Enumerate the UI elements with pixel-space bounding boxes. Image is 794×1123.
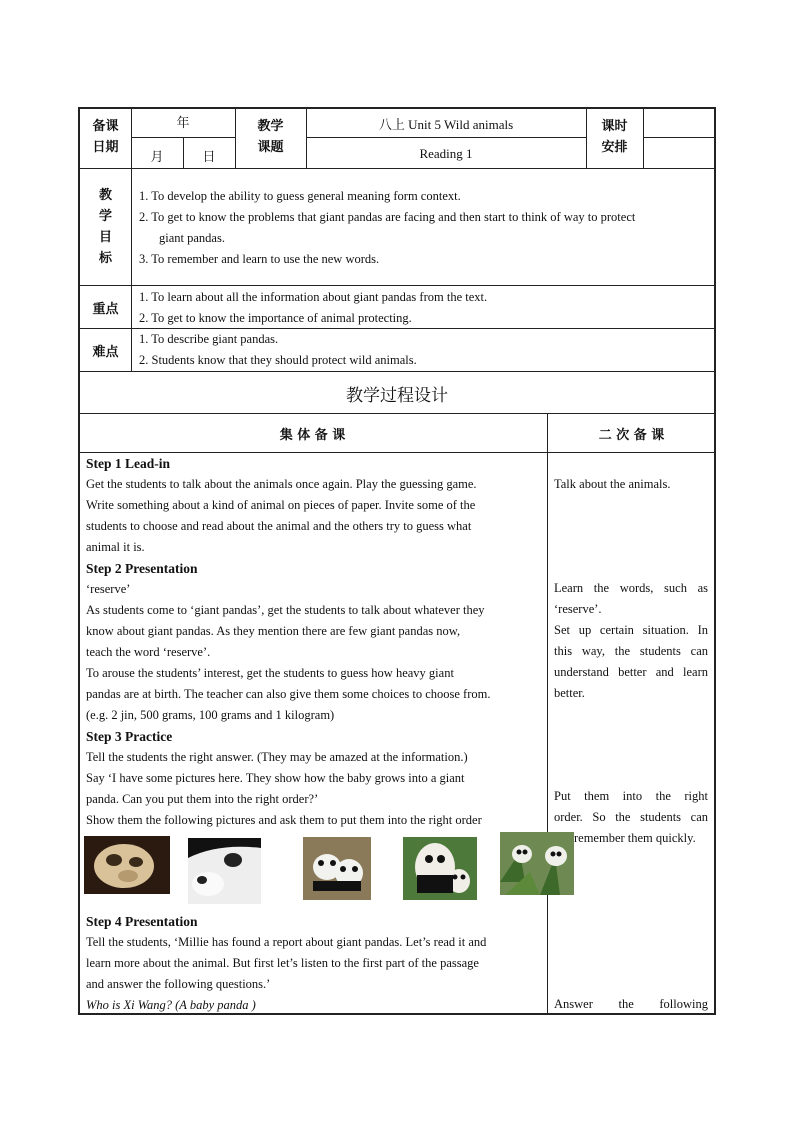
side-note-1: Talk about the animals. <box>554 477 671 491</box>
side-note-4: Answer the following <box>554 997 708 1011</box>
side-note-line: order. So the students can <box>554 810 708 824</box>
step1-line: students to choose and read about the animal and the others try to guess what <box>86 519 472 533</box>
step2-line: (e.g. 2 jin, 500 grams, 100 grams and 1 kilogram) <box>86 708 335 722</box>
step4-line: Tell the students, ‘Millie has found a report about giant pandas. Let’s read it and <box>86 935 487 949</box>
step2-line: know about giant pandas. As they mention there are few giant pandas now, <box>86 624 461 638</box>
step2-title: Step 2 Presentation <box>86 561 198 576</box>
side-note-line: Put them into the right <box>554 789 708 803</box>
side-note-line: better. <box>554 686 585 700</box>
divider <box>643 107 644 168</box>
step3-line: Show them the following pictures and ask them to put them into the right order <box>86 813 482 827</box>
collective-header: 集 体 备 课 <box>279 428 346 443</box>
divider <box>643 137 716 138</box>
side-note-line: ‘reserve’. <box>554 602 602 616</box>
objectives-label: 教 学 目 标 <box>98 188 112 266</box>
divider <box>306 137 586 138</box>
step2-line: As students come to ‘giant pandas’, get the students to talk about whatever they <box>86 603 485 617</box>
step3-line: Say ‘I have some pictures here. They show how the baby grows into a giant <box>86 771 465 785</box>
side-note-line: remember them quickly. <box>574 831 696 845</box>
side-note-3 <box>554 786 708 849</box>
step3-line: panda. Can you put them into the right order?’ <box>86 792 319 806</box>
side-note-line: understand better and learn <box>554 665 708 679</box>
step3-line: Tell the students the right answer. (They may be amazed at the information.) <box>86 750 468 764</box>
step2-line: To arouse the students’ interest, get the students to guess how heavy giant <box>86 666 454 680</box>
two-cubs-photo <box>303 837 371 900</box>
step2-line: ‘reserve’ <box>86 582 131 596</box>
step4-line: and answer the following questions.’ <box>86 977 271 991</box>
step1-line: animal it is. <box>86 540 145 554</box>
step4-line: learn more about the animal. But first let’s listen to the first part of the passage <box>86 956 479 970</box>
step2-line: teach the word ‘reserve’. <box>86 645 211 659</box>
objective-item: 1. To develop the ability to guess general meaning form context. <box>139 189 461 203</box>
difficult-points-list <box>139 329 711 371</box>
period-label: 课时 安排 <box>601 119 628 155</box>
objective-item: giant pandas. <box>159 231 225 245</box>
prep-date-label: 备课 日期 <box>92 119 119 155</box>
step1-line: Write something about a kind of animal on pieces of paper. Invite some of the <box>86 498 476 512</box>
step3-title: Step 3 Practice <box>86 729 173 744</box>
divider <box>78 413 716 414</box>
step1-line: Get the students to talk about the animals once again. Play the guessing game. <box>86 477 477 491</box>
difficult-point-item: 1. To describe giant pandas. <box>139 332 279 346</box>
topic-title: 八上 Unit 5 Wild animals <box>378 117 514 132</box>
key-points-list <box>139 287 711 329</box>
divider <box>78 371 716 372</box>
divider <box>547 413 548 1015</box>
side-note-line: Learn the words, such as <box>554 581 708 595</box>
key-point-item: 1. To learn about all the information about giant pandas from the text. <box>139 290 488 304</box>
side-note-2 <box>554 578 708 704</box>
difficult-points-label: 难点 <box>92 345 119 360</box>
topic-subtitle: Reading 1 <box>419 146 473 161</box>
main-column <box>86 453 540 831</box>
side-note-line: Set up certain situation. In <box>554 623 708 637</box>
divider <box>78 168 716 169</box>
key-point-item: 2. To get to know the importance of animal protecting. <box>139 311 412 325</box>
process-title: 教学过程设计 <box>346 386 448 406</box>
step1-title: Step 1 Lead-in <box>86 456 171 471</box>
baby-panda-bw-photo <box>188 838 261 904</box>
newborn-panda-photo <box>84 836 170 894</box>
secondary-header: 二 次 备 课 <box>598 428 665 443</box>
key-points-label: 重点 <box>92 302 119 317</box>
topic-label: 教学 课题 <box>257 119 284 155</box>
step4-section <box>86 911 540 1016</box>
side-note-line: this way, the students can <box>554 644 708 658</box>
mother-and-cub-photo <box>403 837 477 900</box>
divider <box>78 285 716 286</box>
objective-item: 3. To remember and learn to use the new words. <box>139 252 380 266</box>
step4-question: Who is Xi Wang? (A baby panda ) <box>86 998 256 1012</box>
step4-title: Step 4 Presentation <box>86 914 198 929</box>
difficult-point-item: 2. Students know that they should protect wild animals. <box>139 353 417 367</box>
objective-item: 2. To get to know the problems that giant pandas are facing and then start to think of way to protect <box>139 210 636 224</box>
year-cell: 年 <box>176 116 190 131</box>
objectives-list <box>139 186 711 270</box>
month-cell: 月 <box>150 150 164 165</box>
step2-line: pandas are at birth. The teacher can also give them some choices to choose from. <box>86 687 491 701</box>
day-cell: 日 <box>202 150 216 165</box>
